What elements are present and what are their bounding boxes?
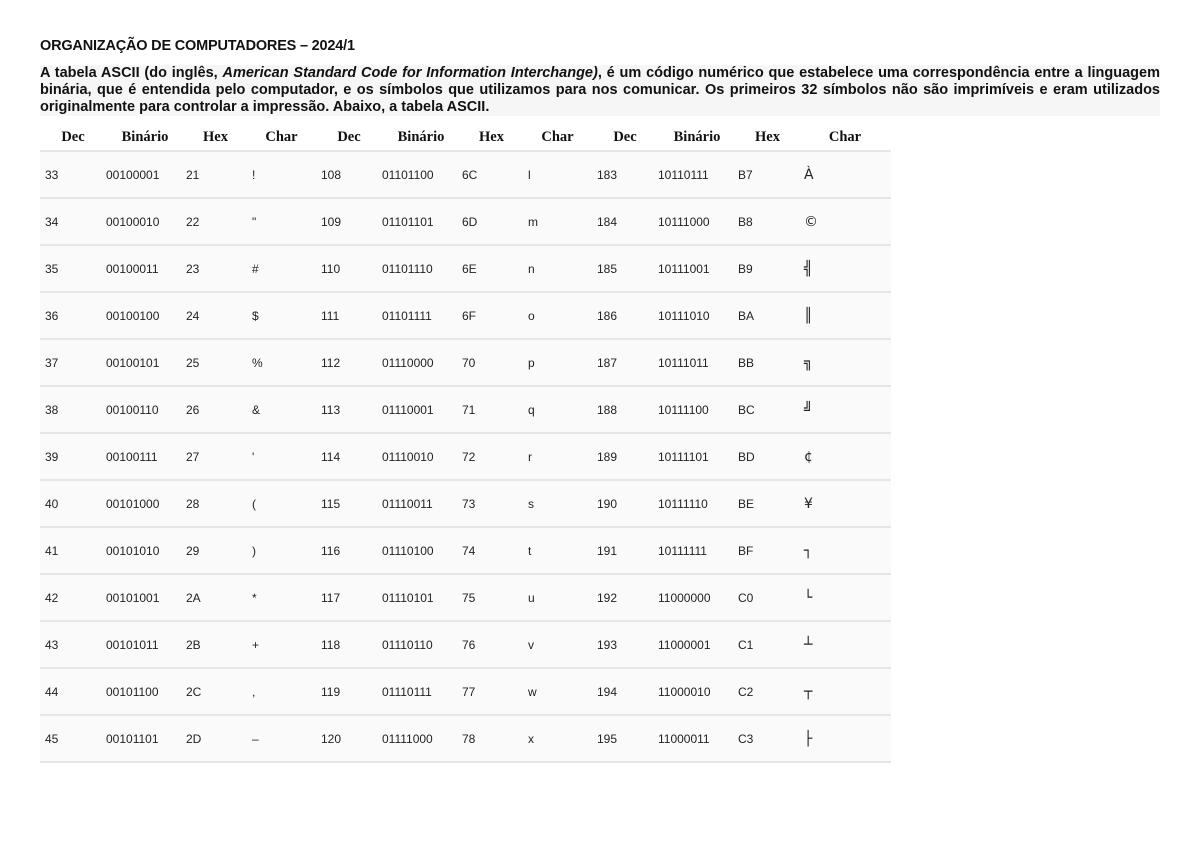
hex-cell: 70: [460, 339, 523, 386]
dec-cell: 188: [592, 386, 658, 433]
hex-cell: 6C: [460, 151, 523, 198]
dec-cell: 33: [40, 151, 106, 198]
binary-value: 00100100: [106, 308, 160, 323]
binary-cell: [106, 574, 184, 621]
binary-cell: [658, 245, 736, 292]
header-hex: Hex: [460, 124, 523, 151]
binary-value: 11000011: [658, 731, 710, 746]
hex-cell: 25: [184, 339, 247, 386]
dec-cell: 189: [592, 433, 658, 480]
hex-cell: 74: [460, 527, 523, 574]
char-cell: ": [247, 198, 316, 245]
binary-cell: [658, 339, 736, 386]
binary-cell: [382, 574, 460, 621]
char-cell: ): [247, 527, 316, 574]
binary-cell: [382, 386, 460, 433]
binary-value: 01101110: [382, 261, 433, 276]
table-row: [40, 574, 891, 621]
char-cell: x: [523, 715, 592, 762]
char-cell: %: [247, 339, 316, 386]
dec-cell: 35: [40, 245, 106, 292]
char-cell: v: [523, 621, 592, 668]
dec-cell: 38: [40, 386, 106, 433]
table-row: [40, 151, 891, 198]
header-hex: Hex: [184, 124, 247, 151]
binary-cell: [106, 339, 184, 386]
char-cell: ©: [799, 198, 891, 245]
binary-value: 01110001: [382, 402, 434, 417]
hex-cell: BA: [736, 292, 799, 339]
dec-cell: 191: [592, 527, 658, 574]
binary-value: 01101111: [382, 308, 432, 323]
binary-cell: [382, 151, 460, 198]
hex-cell: 27: [184, 433, 247, 480]
char-cell: ├: [799, 715, 891, 762]
dec-cell: 111: [316, 292, 382, 339]
intro-text-italic: American Standard Code for Information Interchange): [222, 65, 598, 81]
binary-cell: [658, 668, 736, 715]
hex-cell: BD: [736, 433, 799, 480]
hex-cell: 22: [184, 198, 247, 245]
binary-cell: [382, 433, 460, 480]
intro-text-end: , é um código numérico que estabelece uma correspondência entre a linguagem binária, que é entendida pelo computador, e os símbolos que utilizamos para nos comunicar. Os primeiros 32 símbolos não são imprimíveis e eram utilizados originalmente para controlar a impressão. Abaixo, a tabela ASCII.: [40, 65, 1160, 115]
binary-value: 10111111: [658, 543, 707, 558]
dec-cell: 183: [592, 151, 658, 198]
document-title: ORGANIZAÇÃO DE COMPUTADORES – 2024/1: [40, 38, 355, 54]
hex-cell: 71: [460, 386, 523, 433]
header-dec: Dec: [316, 124, 382, 151]
table-row: [40, 480, 891, 527]
header-binario: Binário: [382, 124, 460, 151]
binary-value: 10111000: [658, 214, 710, 229]
char-cell: ¥: [799, 480, 891, 527]
char-cell: t: [523, 527, 592, 574]
binary-cell: [658, 527, 736, 574]
binary-cell: [106, 480, 184, 527]
char-cell: *: [247, 574, 316, 621]
hex-cell: 2D: [184, 715, 247, 762]
header-hex: Hex: [736, 124, 799, 151]
char-cell: !: [247, 151, 316, 198]
hex-cell: 72: [460, 433, 523, 480]
ascii-table: [40, 124, 891, 763]
hex-cell: C0: [736, 574, 799, 621]
char-cell: o: [523, 292, 592, 339]
dec-cell: 45: [40, 715, 106, 762]
char-cell: #: [247, 245, 316, 292]
char-cell: ╗: [799, 339, 891, 386]
binary-cell: [106, 527, 184, 574]
binary-value: 11000000: [658, 590, 711, 605]
binary-value: 10111010: [658, 308, 710, 323]
binary-value: 00100101: [106, 355, 160, 370]
binary-value: 01110111: [382, 684, 432, 699]
ascii-table-body: [40, 151, 891, 762]
binary-cell: [382, 339, 460, 386]
char-cell: ┐: [799, 527, 891, 574]
header-binario: Binário: [658, 124, 736, 151]
dec-cell: 113: [316, 386, 382, 433]
hex-cell: BF: [736, 527, 799, 574]
char-cell: ┬: [799, 668, 891, 715]
char-cell: p: [523, 339, 592, 386]
table-header-row: [40, 124, 891, 151]
dec-cell: 114: [316, 433, 382, 480]
binary-cell: [106, 151, 184, 198]
binary-cell: [658, 480, 736, 527]
char-cell: └: [799, 574, 891, 621]
binary-value: 10111110: [658, 496, 708, 511]
char-cell: ': [247, 433, 316, 480]
binary-value: 00101010: [106, 543, 160, 558]
hex-cell: B7: [736, 151, 799, 198]
table-row: [40, 339, 891, 386]
hex-cell: 78: [460, 715, 523, 762]
binary-cell: [658, 292, 736, 339]
binary-value: 01110110: [382, 637, 433, 652]
dec-cell: 34: [40, 198, 106, 245]
binary-cell: [658, 621, 736, 668]
binary-value: 01111000: [382, 731, 433, 746]
hex-cell: 24: [184, 292, 247, 339]
dec-cell: 195: [592, 715, 658, 762]
binary-value: 00101011: [106, 637, 159, 652]
dec-cell: 108: [316, 151, 382, 198]
binary-value: 00101001: [106, 590, 160, 605]
hex-cell: 2A: [184, 574, 247, 621]
table-row: [40, 668, 891, 715]
dec-cell: 39: [40, 433, 106, 480]
hex-cell: 75: [460, 574, 523, 621]
header-binario: Binário: [106, 124, 184, 151]
table-row: [40, 527, 891, 574]
char-cell: n: [523, 245, 592, 292]
binary-value: 00100110: [106, 402, 159, 417]
binary-cell: [106, 386, 184, 433]
hex-cell: 29: [184, 527, 247, 574]
binary-cell: [382, 527, 460, 574]
char-cell: ,: [247, 668, 316, 715]
binary-value: 01110000: [382, 355, 434, 370]
char-cell: ║: [799, 292, 891, 339]
hex-cell: B9: [736, 245, 799, 292]
dec-cell: 117: [316, 574, 382, 621]
hex-cell: 26: [184, 386, 247, 433]
hex-cell: 73: [460, 480, 523, 527]
char-cell: ╝: [799, 386, 891, 433]
binary-value: 10110111: [658, 167, 709, 182]
binary-cell: [382, 245, 460, 292]
hex-cell: 2B: [184, 621, 247, 668]
hex-cell: 2C: [184, 668, 247, 715]
header-dec: Dec: [40, 124, 106, 151]
dec-cell: 116: [316, 527, 382, 574]
header-char: Char: [523, 124, 592, 151]
binary-value: 01110101: [382, 590, 434, 605]
dec-cell: 190: [592, 480, 658, 527]
binary-value: 00101100: [106, 684, 159, 699]
dec-cell: 43: [40, 621, 106, 668]
char-cell: (: [247, 480, 316, 527]
binary-cell: [106, 621, 184, 668]
dec-cell: 193: [592, 621, 658, 668]
char-cell: ╣: [799, 245, 891, 292]
binary-cell: [658, 574, 736, 621]
hex-cell: 23: [184, 245, 247, 292]
char-cell: w: [523, 668, 592, 715]
binary-value: 11000010: [658, 684, 711, 699]
binary-value: 10111101: [658, 449, 709, 464]
hex-cell: 21: [184, 151, 247, 198]
dec-cell: 119: [316, 668, 382, 715]
binary-cell: [658, 433, 736, 480]
hex-cell: 77: [460, 668, 523, 715]
dec-cell: 118: [316, 621, 382, 668]
binary-value: 01101101: [382, 214, 434, 229]
binary-cell: [106, 245, 184, 292]
char-cell: r: [523, 433, 592, 480]
binary-value: 01110100: [382, 543, 434, 558]
hex-cell: 6F: [460, 292, 523, 339]
binary-cell: [658, 198, 736, 245]
binary-cell: [382, 198, 460, 245]
char-cell: m: [523, 198, 592, 245]
dec-cell: 40: [40, 480, 106, 527]
binary-cell: [106, 715, 184, 762]
hex-cell: C2: [736, 668, 799, 715]
hex-cell: BC: [736, 386, 799, 433]
header-char: Char: [799, 124, 891, 151]
table-row: [40, 715, 891, 762]
binary-cell: [658, 715, 736, 762]
table-row: [40, 292, 891, 339]
char-cell: ¢: [799, 433, 891, 480]
binary-cell: [106, 433, 184, 480]
char-cell: l: [523, 151, 592, 198]
table-row: [40, 198, 891, 245]
dec-cell: 184: [592, 198, 658, 245]
char-cell: +: [247, 621, 316, 668]
binary-value: 00101000: [106, 496, 160, 511]
binary-value: 01110010: [382, 449, 434, 464]
binary-value: 11000001: [658, 637, 711, 652]
hex-cell: 76: [460, 621, 523, 668]
binary-cell: [106, 668, 184, 715]
hex-cell: C1: [736, 621, 799, 668]
intro-paragraph: [40, 65, 1160, 116]
binary-value: 00100010: [106, 214, 160, 229]
binary-cell: [382, 668, 460, 715]
dec-cell: 186: [592, 292, 658, 339]
binary-cell: [382, 715, 460, 762]
dec-cell: 120: [316, 715, 382, 762]
dec-cell: 109: [316, 198, 382, 245]
dec-cell: 187: [592, 339, 658, 386]
binary-cell: [658, 151, 736, 198]
hex-cell: C3: [736, 715, 799, 762]
header-dec: Dec: [592, 124, 658, 151]
hex-cell: 6D: [460, 198, 523, 245]
hex-cell: B8: [736, 198, 799, 245]
document-page: [40, 38, 1160, 763]
dec-cell: 185: [592, 245, 658, 292]
char-cell: &: [247, 386, 316, 433]
dec-cell: 44: [40, 668, 106, 715]
intro-text-start: A tabela ASCII (do inglês,: [40, 65, 223, 81]
char-cell: À: [799, 151, 891, 198]
binary-value: 10111001: [658, 261, 710, 276]
binary-value: 00101101: [106, 731, 159, 746]
hex-cell: BE: [736, 480, 799, 527]
char-cell: $: [247, 292, 316, 339]
hex-cell: 6E: [460, 245, 523, 292]
char-cell: –: [247, 715, 316, 762]
table-row: [40, 621, 891, 668]
binary-cell: [106, 292, 184, 339]
binary-cell: [658, 386, 736, 433]
hex-cell: BB: [736, 339, 799, 386]
dec-cell: 194: [592, 668, 658, 715]
binary-value: 00100001: [106, 167, 160, 182]
binary-value: 00100111: [106, 449, 158, 464]
binary-value: 01110011: [382, 496, 433, 511]
dec-cell: 37: [40, 339, 106, 386]
binary-cell: [382, 621, 460, 668]
char-cell: s: [523, 480, 592, 527]
hex-cell: 28: [184, 480, 247, 527]
dec-cell: 115: [316, 480, 382, 527]
table-row: [40, 386, 891, 433]
binary-cell: [106, 198, 184, 245]
dec-cell: 36: [40, 292, 106, 339]
char-cell: u: [523, 574, 592, 621]
binary-value: 01101100: [382, 167, 434, 182]
table-row: [40, 245, 891, 292]
binary-cell: [382, 480, 460, 527]
dec-cell: 112: [316, 339, 382, 386]
table-row: [40, 433, 891, 480]
dec-cell: 110: [316, 245, 382, 292]
dec-cell: 192: [592, 574, 658, 621]
binary-value: 00100011: [106, 261, 159, 276]
char-cell: q: [523, 386, 592, 433]
header-char: Char: [247, 124, 316, 151]
binary-value: 10111100: [658, 402, 709, 417]
dec-cell: 41: [40, 527, 106, 574]
binary-value: 10111011: [658, 355, 709, 370]
char-cell: ┴: [799, 621, 891, 668]
dec-cell: 42: [40, 574, 106, 621]
binary-cell: [382, 292, 460, 339]
